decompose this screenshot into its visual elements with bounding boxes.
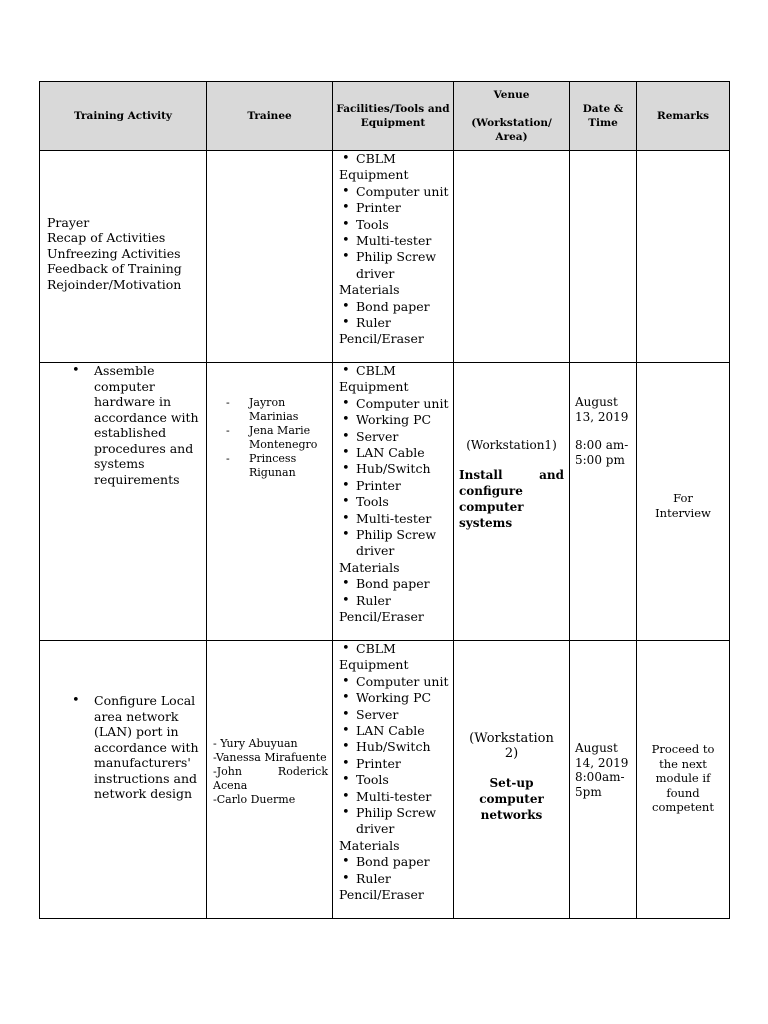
- time-value: 8:00am-5pm: [575, 770, 625, 799]
- facility-item: • LAN Cable: [356, 445, 453, 461]
- trainee-name: -Vanessa Mirafuente: [213, 751, 327, 764]
- venue-workstation: (Workstation 2): [469, 731, 554, 761]
- equipment-label: Equipment: [339, 657, 409, 673]
- facility-item: • Philip Screw driver: [356, 527, 453, 560]
- header-venue-sub: (Workstation/ Area): [471, 117, 552, 143]
- header-date-time: Date & Time: [570, 82, 637, 151]
- venue-cell: [454, 151, 570, 363]
- material-item: • Ruler: [356, 593, 453, 609]
- facility-item: • Philip Screw driver: [356, 805, 453, 838]
- facility-item: • CBLM: [356, 151, 453, 167]
- facility-item: • Tools: [356, 217, 453, 233]
- facility-item: • Computer unit: [356, 674, 453, 690]
- facilities-cell: [333, 641, 454, 919]
- material-extra: Pencil/Eraser: [339, 887, 424, 903]
- date-cell: [570, 641, 637, 919]
- header-training-activity: Training Activity: [40, 82, 207, 151]
- date-value: August 14, 2019: [575, 741, 629, 770]
- facility-item: • Printer: [356, 200, 453, 216]
- facility-item: • Printer: [356, 756, 453, 772]
- header-venue: [454, 82, 570, 151]
- venue-block: [454, 731, 569, 823]
- facilities-list: [333, 363, 453, 626]
- facilities-cell: [333, 151, 454, 363]
- trainee-list: [207, 737, 332, 807]
- facility-item: • LAN Cable: [356, 723, 453, 739]
- trainee-name: -Carlo Duerme: [213, 793, 296, 806]
- materials-label: Materials: [339, 837, 400, 853]
- trainee-list: [207, 396, 332, 480]
- material-item: • Bond paper: [356, 299, 453, 315]
- activity-cell: [40, 151, 207, 363]
- table-row: [40, 151, 730, 363]
- activity-cell: [40, 641, 207, 919]
- trainee-name: - Jena Marie Montenegro: [249, 424, 326, 452]
- material-item: • Ruler: [356, 871, 453, 887]
- venue-block: [454, 438, 569, 531]
- activity-cell: [40, 363, 207, 641]
- remarks-cell: [637, 151, 730, 363]
- trainee-name: - Yury Abuyuan: [213, 737, 298, 750]
- training-schedule-table: [39, 81, 730, 919]
- material-item: • Bond paper: [356, 576, 453, 592]
- activity-line: Unfreezing Activities: [47, 245, 181, 261]
- facility-item: • Computer unit: [356, 396, 453, 412]
- activity-item: • Assemble computer hardware in accordance with established procedures and systems requirements: [94, 363, 206, 487]
- facility-item: • Multi-tester: [356, 233, 453, 249]
- facility-item: • Working PC: [356, 690, 453, 706]
- facility-item: • Multi-tester: [356, 511, 453, 527]
- material-item: • Bond paper: [356, 854, 453, 870]
- facility-item: • Hub/Switch: [356, 461, 453, 477]
- header-row: [40, 82, 730, 151]
- date-cell: [570, 151, 637, 363]
- venue-workstation: (Workstation1): [466, 438, 557, 452]
- facilities-list: [333, 641, 453, 904]
- facility-item: • Server: [356, 429, 453, 445]
- activity-line: Feedback of Training: [47, 261, 182, 277]
- material-item: • Ruler: [356, 315, 453, 331]
- facility-item: • Printer: [356, 478, 453, 494]
- facilities-list: [333, 151, 453, 348]
- header-remarks: Remarks: [637, 82, 730, 151]
- remarks-text: For Interview: [655, 491, 711, 520]
- header-venue-title: Venue: [493, 89, 530, 101]
- remarks-text: Proceed to the next module if found competent: [651, 742, 715, 814]
- date-block: [570, 395, 636, 467]
- activity-list: [40, 363, 206, 487]
- activity-list: [40, 693, 206, 802]
- trainee-cell: [207, 641, 333, 919]
- venue-cell: [454, 641, 570, 919]
- material-extra: Pencil/Eraser: [339, 609, 424, 625]
- trainee-cell: [207, 363, 333, 641]
- activity-line: Rejoinder/Motivation: [47, 276, 182, 292]
- table-row: [40, 641, 730, 919]
- facility-item: • Tools: [356, 494, 453, 510]
- facility-item: • CBLM: [356, 363, 453, 379]
- time-value: 8:00 am-5:00 pm: [575, 438, 629, 467]
- facility-item: • Computer unit: [356, 184, 453, 200]
- date-cell: [570, 363, 637, 641]
- header-trainee: Trainee: [207, 82, 333, 151]
- trainee-name: -John Roderick Acena: [213, 765, 328, 792]
- remarks-cell: [637, 641, 730, 919]
- header-facilities: Facilities/Tools and Equipment: [333, 82, 454, 151]
- facility-item: • CBLM: [356, 641, 453, 657]
- date-value: August 13, 2019: [575, 395, 629, 424]
- facility-item: • Tools: [356, 772, 453, 788]
- equipment-label: Equipment: [339, 379, 409, 395]
- venue-cell: [454, 363, 570, 641]
- facility-item: • Philip Screw driver: [356, 249, 453, 282]
- trainee-cell: [207, 151, 333, 363]
- materials-label: Materials: [339, 559, 400, 575]
- venue-task: Set-up computer networks: [479, 776, 544, 822]
- facility-item: • Hub/Switch: [356, 739, 453, 755]
- activity-line: Recap of Activities: [47, 230, 166, 246]
- activity-line: Prayer: [47, 214, 90, 230]
- facility-item: • Working PC: [356, 412, 453, 428]
- facilities-cell: [333, 363, 454, 641]
- table-row: [40, 363, 730, 641]
- equipment-label: Equipment: [339, 167, 409, 183]
- remarks-cell: [637, 363, 730, 641]
- trainee-name: - Jayron Marinias: [249, 396, 326, 424]
- activity-item: • Configure Local area network (LAN) port in accordance with manufacturers' instructions and network design: [94, 693, 206, 802]
- facility-item: • Multi-tester: [356, 789, 453, 805]
- date-block: [570, 741, 636, 799]
- venue-task: Install and configure computer systems: [459, 468, 564, 530]
- facility-item: • Server: [356, 707, 453, 723]
- trainee-name: - Princess Rigunan: [249, 452, 326, 480]
- materials-label: Materials: [339, 282, 400, 298]
- activity-lines: [40, 215, 206, 293]
- material-extra: Pencil/Eraser: [339, 331, 424, 347]
